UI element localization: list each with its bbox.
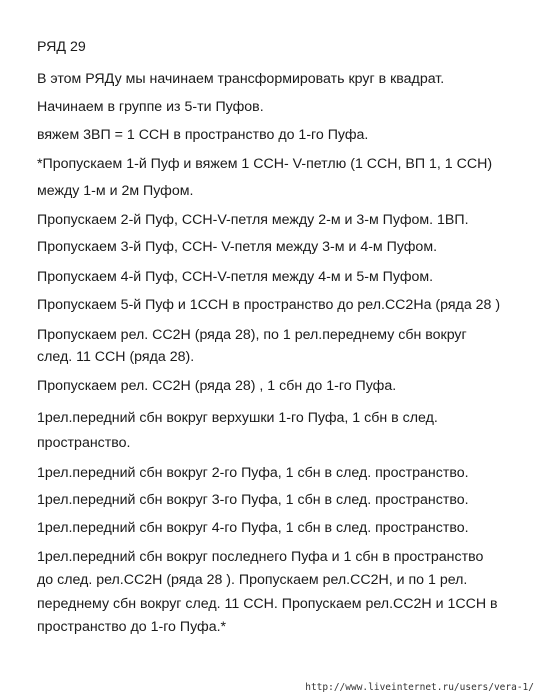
- text-line: 1рел.передний сбн вокруг последнего Пуфа и 1 сбн в пространство: [37, 549, 484, 565]
- text-line: 1рел.передний сбн вокруг 3-го Пуфа, 1 сбн в след. пространство.: [37, 492, 469, 508]
- text-line: *Пропускаем 1-й Пуф и вяжем 1 ССН- V-петлю (1 ССН, ВП 1, 1 ССН): [37, 156, 493, 172]
- text-line: Пропускаем 3-й Пуф, ССН- V-петля между 3-м и 4-м Пуфом.: [37, 239, 438, 255]
- source-watermark: http://www.liveinternet.ru/users/vera-1/: [305, 682, 534, 693]
- text-line: 1рел.передний сбн вокруг 2-го Пуфа, 1 сбн в след. пространство.: [37, 465, 469, 481]
- text-line: след. 11 ССН (ряда 28).: [37, 349, 195, 365]
- text-line: Пропускаем 2-й Пуф, ССН-V-петля между 2-м и 3-м Пуфом. 1ВП.: [37, 212, 469, 228]
- text-line: 1рел.передний сбн вокруг верхушки 1-го Пуфа, 1 сбн в след.: [37, 410, 438, 426]
- text-line: пространство до 1-го Пуфа.*: [37, 619, 227, 635]
- text-line: Пропускаем 4-й Пуф, ССН-V-петля между 4-м и 5-м Пуфом.: [37, 269, 434, 285]
- row-heading: РЯД 29: [37, 39, 86, 55]
- text-line: 1рел.передний сбн вокруг 4-го Пуфа, 1 сбн в след. пространство.: [37, 520, 469, 536]
- text-line: до след. рел.СС2Н (ряда 28 ). Пропускаем рел.СС2Н, и по 1 рел.: [37, 572, 468, 588]
- text-line: между 1-м и 2м Пуфом.: [37, 183, 194, 199]
- text-line: переднему сбн вокруг след. 11 ССН. Пропускаем рел.СС2Н и 1ССН в: [37, 596, 498, 612]
- text-line: Пропускаем рел. СС2Н (ряда 28) , 1 сбн до 1-го Пуфа.: [37, 378, 397, 394]
- text-line: Пропускаем рел. СС2Н (ряда 28), по 1 рел.переднему сбн вокруг: [37, 327, 467, 343]
- text-line: вяжем 3ВП = 1 ССН в пространство до 1-го Пуфа.: [37, 127, 369, 143]
- text-line: Пропускаем 5-й Пуф и 1ССН в пространство до рел.СС2На (ряда 28 ): [37, 297, 501, 313]
- text-line: Начинаем в группе из 5-ти Пуфов.: [37, 99, 264, 115]
- text-line: пространство.: [37, 435, 131, 451]
- text-line: В этом РЯДу мы начинаем трансформировать круг в квадрат.: [37, 71, 445, 87]
